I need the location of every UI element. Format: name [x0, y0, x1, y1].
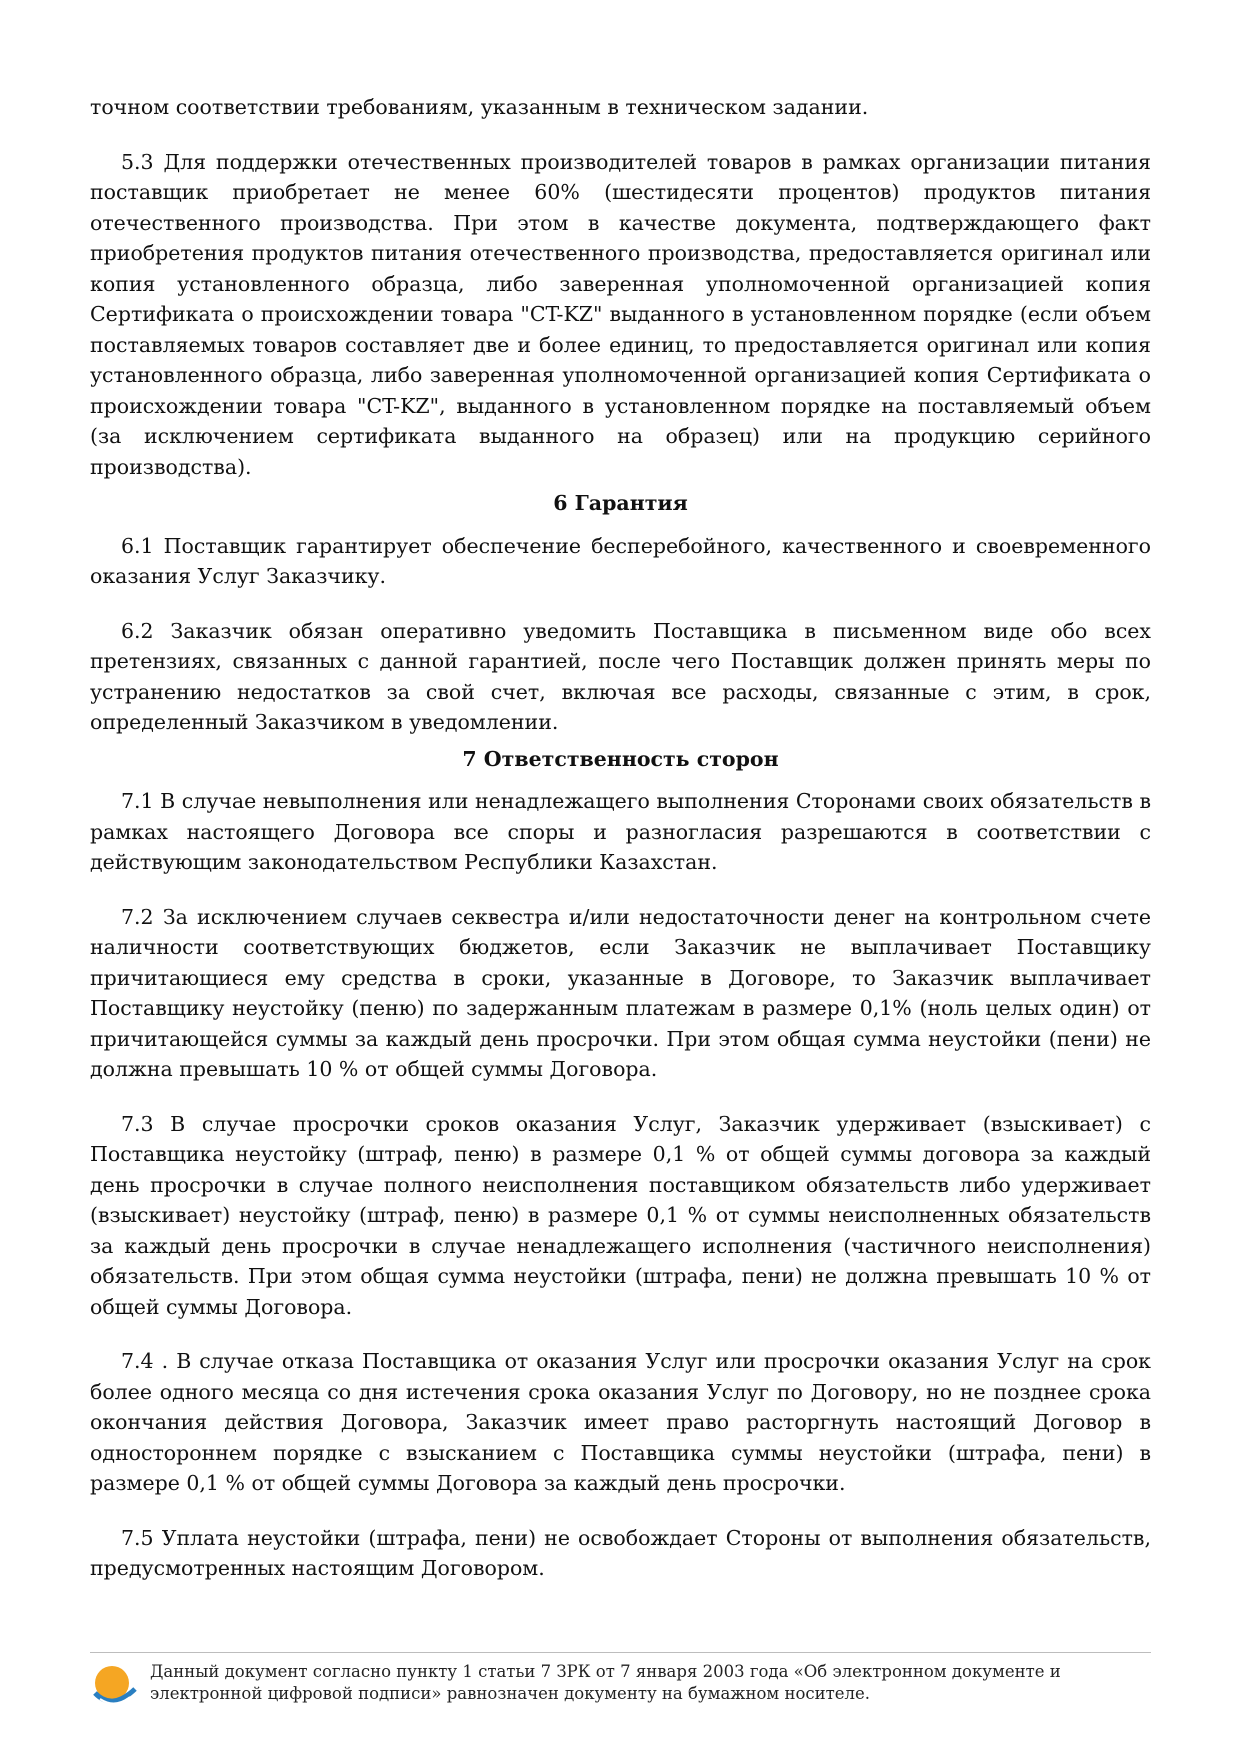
section-6-title: 6 Гарантия	[553, 491, 688, 515]
paragraph-7-5: 7.5 Уплата неустойки (штрафа, пени) не освобождает Стороны от выполнения обязательств, предусмотренных настоящим Договором.	[90, 1525, 1151, 1580]
paragraph-7-1: 7.1 В случае невыполнения или ненадлежащего выполнения Сторонами своих обязательств в рамках настоящего Договора все споры и разногласия разрешаются в соответствии с действующим законодательством Республики Казахстан.	[90, 789, 1151, 874]
footer	[90, 1652, 1151, 1709]
paragraph-7-2: 7.2 За исключением случаев секвестра и/или недостаточности денег на контрольном счете наличности соответствующих бюджетов, если Заказчик не выплачивает Поставщику причитающиеся ему средства в сроки, указанные в Договоре, то Заказчик выплачивает Поставщику неустойку (пеню) по задержанным платежам в размере 0,1% (ноль целых один) от причитающейся суммы за каждый день просрочки. При этом общая сумма неустойки (пени) не должна превышать 10 % от общей суммы Договора.	[90, 904, 1151, 1081]
egov-logo-icon	[90, 1659, 140, 1709]
footer-notice	[150, 1661, 1061, 1705]
footer-line-2: электронной цифровой подписи» равнозначен документу на бумажном носителе.	[150, 1684, 871, 1703]
paragraph-6-2: 6.2 Заказчик обязан оперативно уведомить Поставщика в письменном виде обо всех претензиях, связанных с данной гарантией, после чего Поставщик должен принять меры по устранению недостатков за свой счет, включая все расходы, связанные с этим, в срок, определенный Заказчиком в уведомлении.	[90, 618, 1151, 734]
paragraph-5-3: 5.3 Для поддержки отечественных производителей товаров в рамках организации питания поставщик приобретает не менее 60% (шестидесяти процентов) продуктов питания отечественного производства. При этом в качестве документа, подтверждающего факт приобретения продуктов питания отечественного производства, предоставляется оригинал или копия установленного образца, либо заверенная уполномоченной организацией копия Сертификата о происхождении товара "CT-KZ" выданного в установленном порядке (если объем поставляемых товаров составляет две и более единиц, то предоставляется оригинал или копия установленного образца, либо заверенная уполномоченной организацией копия Сертификата о происхождении товара "CT-KZ", выданного в установленном порядке на поставляемый объем (за исключением сертификата выданного на образец) или на продукцию серийного производства).	[90, 149, 1151, 479]
document-page	[90, 92, 1151, 1584]
footer-line-1: Данный документ согласно пункту 1 статьи 7 ЗРК от 7 января 2003 года «Об электронном документе и	[150, 1662, 1061, 1681]
section-7-title: 7 Ответственность сторон	[462, 746, 779, 771]
paragraph-7-4: 7.4 . В случае отказа Поставщика от оказания Услуг или просрочки оказания Услуг на срок более одного месяца со дня истечения срока оказания Услуг по Договору, но не позднее срока окончания действия Договора, Заказчик имеет право расторгнуть настоящий Договор в одностороннем порядке с взысканием с Поставщика суммы неустойки (штрафа, пени) в размере 0,1 % от общей суммы Договора за каждый день просрочки.	[90, 1349, 1151, 1495]
paragraph-continuation: точном соответствии требованиям, указанным в техническом задании.	[90, 95, 869, 119]
paragraph-6-1: 6.1 Поставщик гарантирует обеспечение бесперебойного, качественного и своевременного оказания Услуг Заказчику.	[90, 533, 1151, 588]
paragraph-7-3: 7.3 В случае просрочки сроков оказания Услуг, Заказчик удерживает (взыскивает) с Поставщика неустойку (штраф, пеню) в размере 0,1 % от общей суммы договора за каждый день просрочки в случае полного неисполнения поставщиком обязательств либо удерживает (взыскивает) неустойку (штраф, пеню) в размере 0,1 % от суммы неисполненных обязательств за каждый день просрочки в случае ненадлежащего исполнения (частичного неисполнения) обязательств. При этом общая сумма неустойки (штрафа, пени) не должна превышать 10 % от общей суммы Договора.	[90, 1111, 1151, 1319]
